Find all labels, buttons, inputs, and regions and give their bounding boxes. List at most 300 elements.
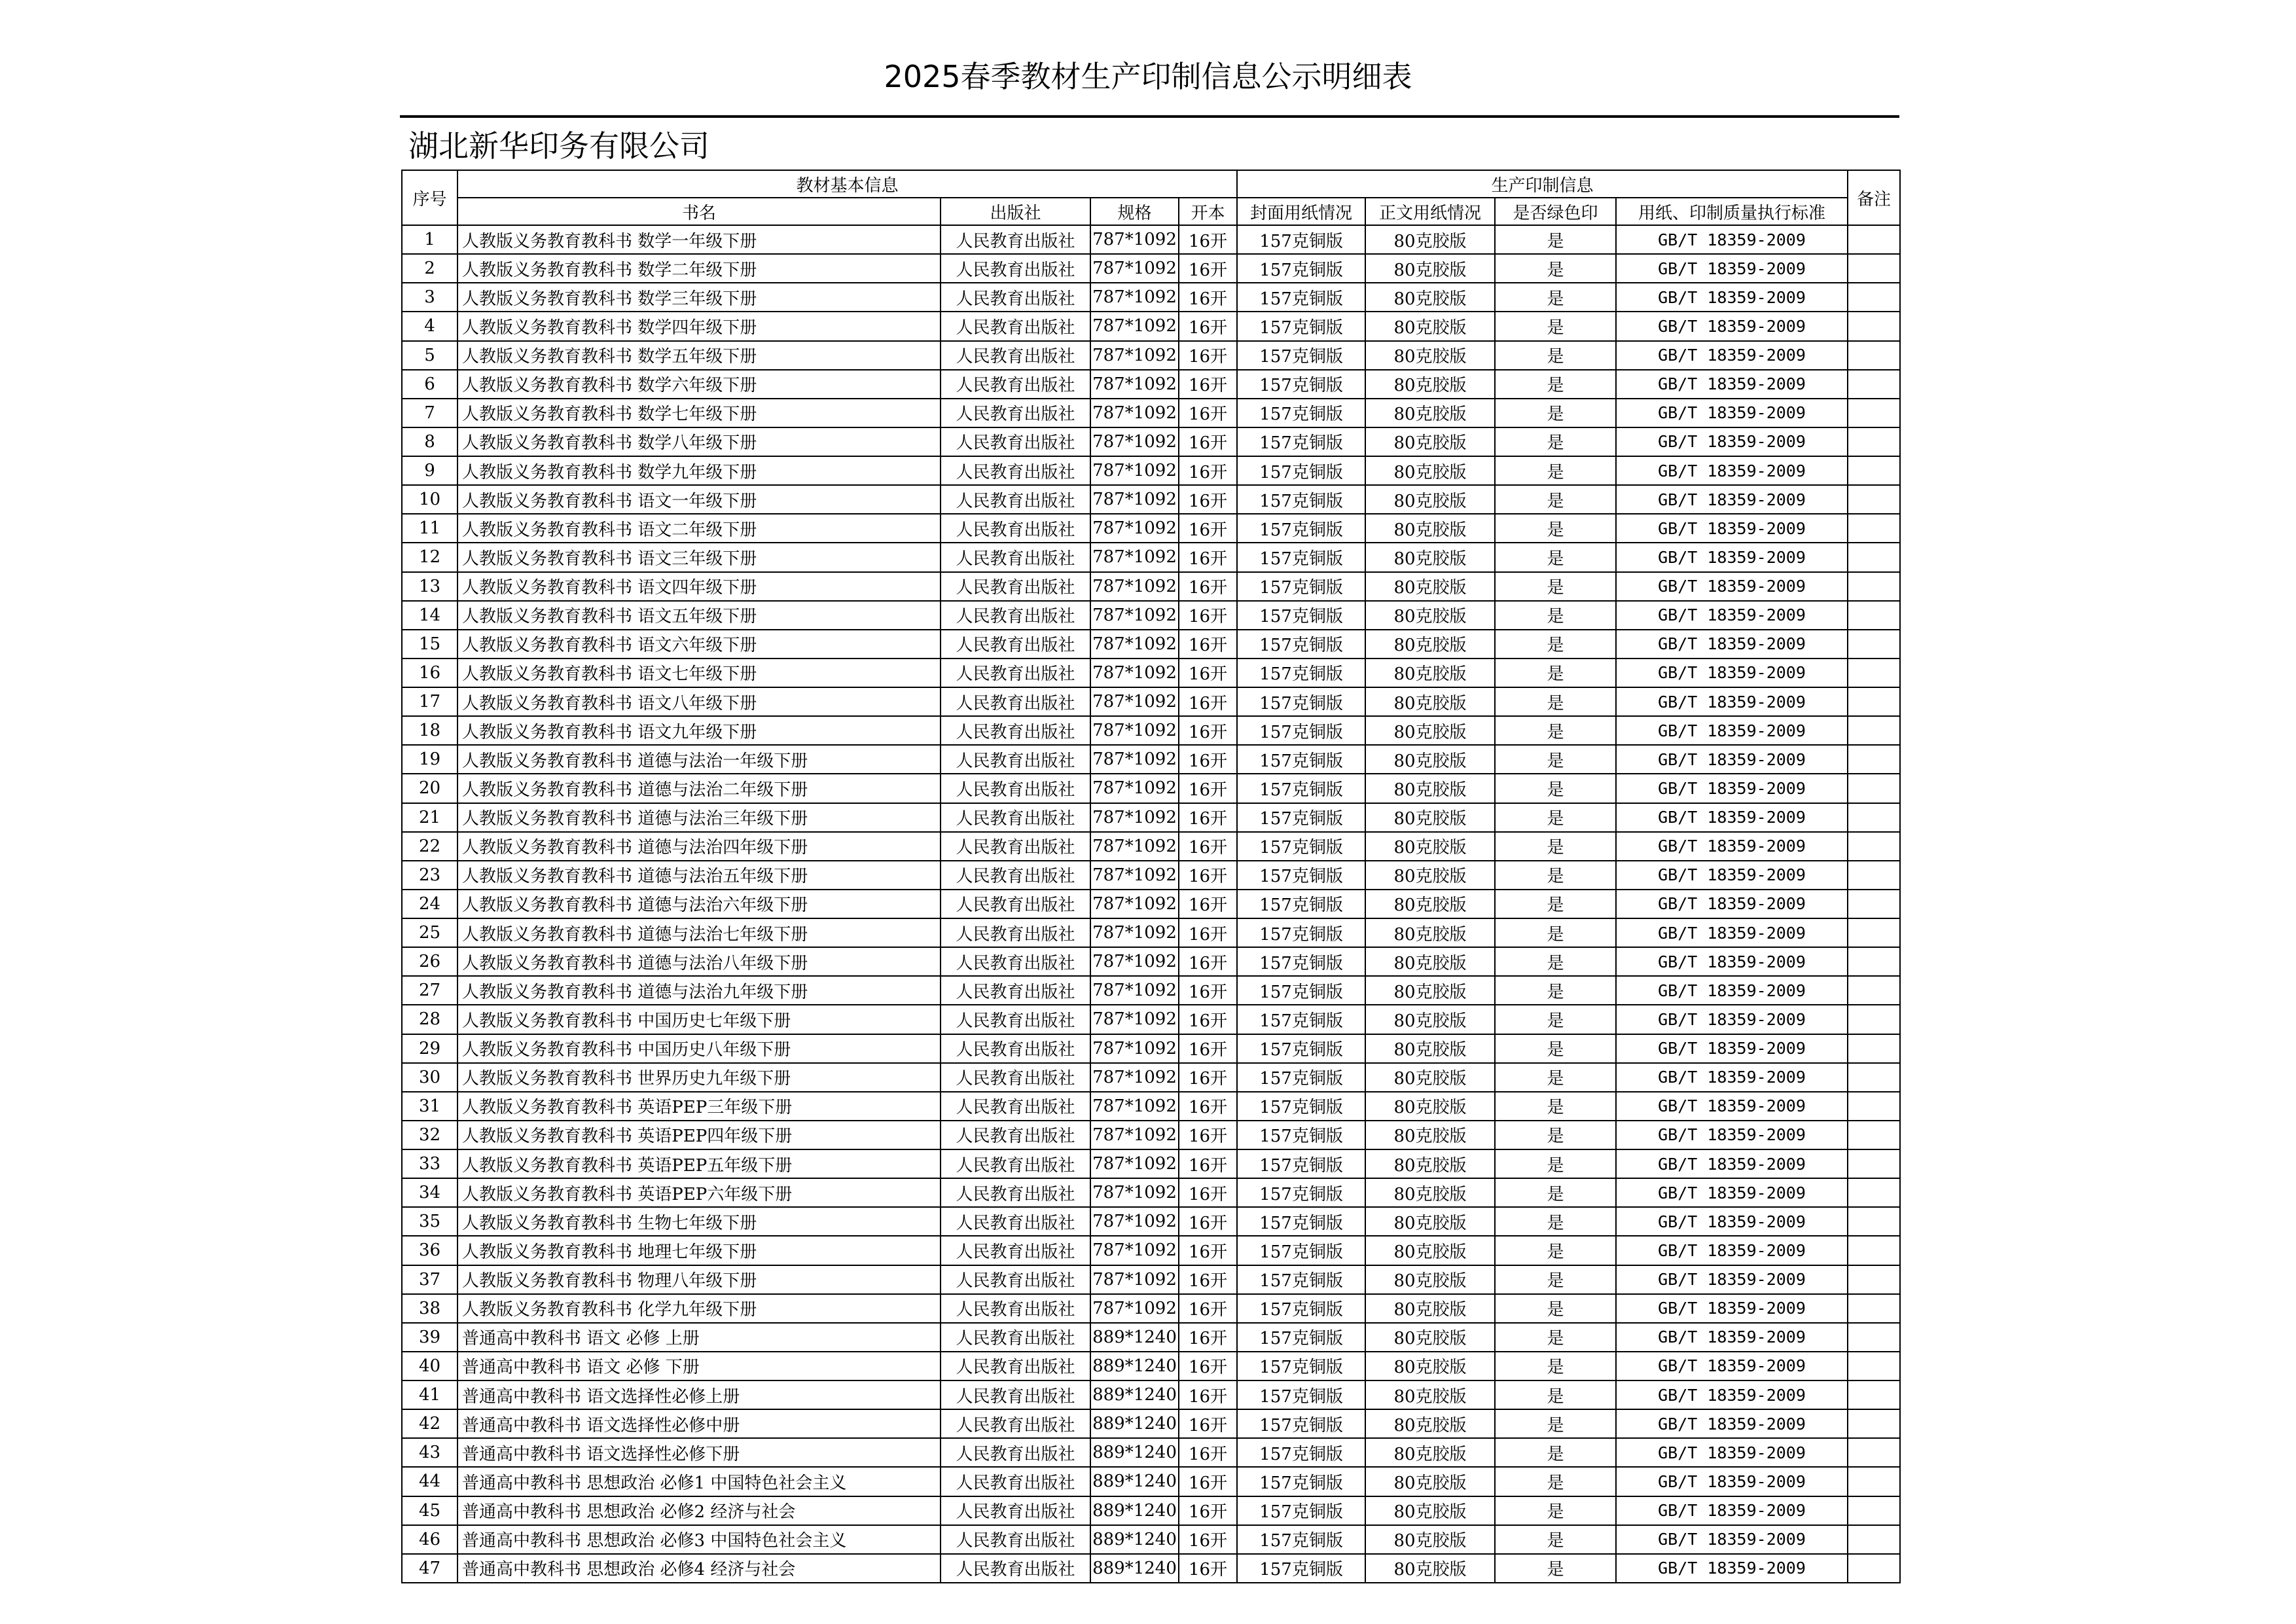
cell-spec: 889*1240 bbox=[1090, 1525, 1179, 1554]
cell-spec: 889*1240 bbox=[1090, 1467, 1179, 1496]
cell-book-name: 人教版义务教育教科书 世界历史九年级下册 bbox=[457, 1063, 941, 1092]
cell-publisher: 人民教育出版社 bbox=[941, 659, 1090, 687]
cell-seq: 6 bbox=[402, 370, 457, 399]
cell-publisher: 人民教育出版社 bbox=[941, 1207, 1090, 1236]
cell-book-name: 人教版义务教育教科书 英语PEP四年级下册 bbox=[457, 1121, 941, 1149]
cell-publisher: 人民教育出版社 bbox=[941, 312, 1090, 340]
cell-spec: 787*1092 bbox=[1090, 774, 1179, 803]
table-row bbox=[402, 254, 1900, 283]
cell-standard: GB/T 18359-2009 bbox=[1616, 687, 1848, 716]
cell-spec: 787*1092 bbox=[1090, 1265, 1179, 1294]
cell-green-print: 是 bbox=[1495, 1496, 1616, 1525]
cell-format: 16开 bbox=[1179, 1554, 1237, 1583]
cell-format: 16开 bbox=[1179, 630, 1237, 659]
cell-book-name: 人教版义务教育教科书 化学九年级下册 bbox=[457, 1294, 941, 1323]
cell-spec: 787*1092 bbox=[1090, 456, 1179, 485]
cell-body-paper: 80克胶版 bbox=[1365, 1409, 1495, 1438]
cell-spec: 787*1092 bbox=[1090, 716, 1179, 745]
cell-seq: 20 bbox=[402, 774, 457, 803]
cell-remark bbox=[1848, 1121, 1900, 1149]
cell-green-print: 是 bbox=[1495, 832, 1616, 861]
cell-cover-paper: 157克铜版 bbox=[1237, 1525, 1365, 1554]
cell-publisher: 人民教育出版社 bbox=[941, 1121, 1090, 1149]
cell-format: 16开 bbox=[1179, 601, 1237, 630]
cell-standard: GB/T 18359-2009 bbox=[1616, 1294, 1848, 1323]
cell-book-name: 普通高中教科书 语文选择性必修上册 bbox=[457, 1380, 941, 1409]
cell-cover-paper: 157克铜版 bbox=[1237, 254, 1365, 283]
table-row bbox=[402, 803, 1900, 832]
cell-publisher: 人民教育出版社 bbox=[941, 370, 1090, 399]
cell-seq: 1 bbox=[402, 225, 457, 254]
cell-green-print: 是 bbox=[1495, 427, 1616, 456]
cell-publisher: 人民教育出版社 bbox=[941, 225, 1090, 254]
cell-seq: 23 bbox=[402, 861, 457, 890]
header-cover-paper: 封面用纸情况 bbox=[1237, 198, 1365, 225]
cell-format: 16开 bbox=[1179, 890, 1237, 918]
cell-green-print: 是 bbox=[1495, 601, 1616, 630]
cell-standard: GB/T 18359-2009 bbox=[1616, 1034, 1848, 1063]
cell-body-paper: 80克胶版 bbox=[1365, 312, 1495, 340]
cell-seq: 44 bbox=[402, 1467, 457, 1496]
cell-spec: 787*1092 bbox=[1090, 543, 1179, 571]
cell-seq: 40 bbox=[402, 1352, 457, 1380]
cell-standard: GB/T 18359-2009 bbox=[1616, 890, 1848, 918]
cell-book-name: 普通高中教科书 语文选择性必修中册 bbox=[457, 1409, 941, 1438]
cell-body-paper: 80克胶版 bbox=[1365, 543, 1495, 571]
cell-spec: 787*1092 bbox=[1090, 1121, 1179, 1149]
cell-remark bbox=[1848, 1034, 1900, 1063]
table-row bbox=[402, 341, 1900, 370]
cell-seq: 22 bbox=[402, 832, 457, 861]
cell-publisher: 人民教育出版社 bbox=[941, 1496, 1090, 1525]
cell-format: 16开 bbox=[1179, 716, 1237, 745]
cell-green-print: 是 bbox=[1495, 716, 1616, 745]
cell-green-print: 是 bbox=[1495, 1063, 1616, 1092]
cell-seq: 24 bbox=[402, 890, 457, 918]
cell-book-name: 人教版义务教育教科书 英语PEP五年级下册 bbox=[457, 1149, 941, 1178]
cell-body-paper: 80克胶版 bbox=[1365, 601, 1495, 630]
cell-format: 16开 bbox=[1179, 1525, 1237, 1554]
cell-green-print: 是 bbox=[1495, 1438, 1616, 1467]
cell-format: 16开 bbox=[1179, 1496, 1237, 1525]
cell-publisher: 人民教育出版社 bbox=[941, 283, 1090, 312]
cell-green-print: 是 bbox=[1495, 1409, 1616, 1438]
cell-seq: 37 bbox=[402, 1265, 457, 1294]
cell-publisher: 人民教育出版社 bbox=[941, 918, 1090, 947]
textbook-print-table bbox=[401, 170, 1901, 1583]
cell-publisher: 人民教育出版社 bbox=[941, 774, 1090, 803]
cell-book-name: 人教版义务教育教科书 中国历史七年级下册 bbox=[457, 1005, 941, 1034]
cell-cover-paper: 157克铜版 bbox=[1237, 1467, 1365, 1496]
cell-remark bbox=[1848, 1525, 1900, 1554]
cell-seq: 7 bbox=[402, 399, 457, 427]
cell-body-paper: 80克胶版 bbox=[1365, 947, 1495, 976]
cell-remark bbox=[1848, 832, 1900, 861]
cell-body-paper: 80克胶版 bbox=[1365, 514, 1495, 543]
cell-book-name: 人教版义务教育教科书 数学一年级下册 bbox=[457, 225, 941, 254]
cell-cover-paper: 157克铜版 bbox=[1237, 832, 1365, 861]
cell-book-name: 人教版义务教育教科书 中国历史八年级下册 bbox=[457, 1034, 941, 1063]
table-row bbox=[402, 225, 1900, 254]
cell-green-print: 是 bbox=[1495, 225, 1616, 254]
cell-body-paper: 80克胶版 bbox=[1365, 687, 1495, 716]
cell-standard: GB/T 18359-2009 bbox=[1616, 514, 1848, 543]
cell-cover-paper: 157克铜版 bbox=[1237, 1149, 1365, 1178]
cell-remark bbox=[1848, 1178, 1900, 1207]
table-row bbox=[402, 485, 1900, 514]
cell-format: 16开 bbox=[1179, 1467, 1237, 1496]
cell-publisher: 人民教育出版社 bbox=[941, 1034, 1090, 1063]
table-row bbox=[402, 1294, 1900, 1323]
table-row bbox=[402, 976, 1900, 1005]
table-row bbox=[402, 1496, 1900, 1525]
cell-green-print: 是 bbox=[1495, 976, 1616, 1005]
cell-standard: GB/T 18359-2009 bbox=[1616, 1063, 1848, 1092]
cell-body-paper: 80克胶版 bbox=[1365, 1380, 1495, 1409]
table-body bbox=[402, 225, 1900, 1583]
cell-green-print: 是 bbox=[1495, 1005, 1616, 1034]
cell-book-name: 人教版义务教育教科书 数学六年级下册 bbox=[457, 370, 941, 399]
cell-book-name: 人教版义务教育教科书 数学八年级下册 bbox=[457, 427, 941, 456]
table-row bbox=[402, 312, 1900, 340]
cell-format: 16开 bbox=[1179, 370, 1237, 399]
cell-remark bbox=[1848, 427, 1900, 456]
cell-standard: GB/T 18359-2009 bbox=[1616, 1092, 1848, 1121]
cell-format: 16开 bbox=[1179, 1294, 1237, 1323]
table-row bbox=[402, 283, 1900, 312]
cell-remark bbox=[1848, 601, 1900, 630]
cell-spec: 787*1092 bbox=[1090, 485, 1179, 514]
cell-remark bbox=[1848, 1467, 1900, 1496]
table-row bbox=[402, 601, 1900, 630]
cell-publisher: 人民教育出版社 bbox=[941, 1380, 1090, 1409]
cell-body-paper: 80克胶版 bbox=[1365, 225, 1495, 254]
cell-book-name: 人教版义务教育教科书 数学四年级下册 bbox=[457, 312, 941, 340]
cell-book-name: 普通高中教科书 思想政治 必修1 中国特色社会主义 bbox=[457, 1467, 941, 1496]
cell-cover-paper: 157克铜版 bbox=[1237, 976, 1365, 1005]
cell-standard: GB/T 18359-2009 bbox=[1616, 1352, 1848, 1380]
table-row bbox=[402, 1525, 1900, 1554]
cell-cover-paper: 157克铜版 bbox=[1237, 283, 1365, 312]
cell-remark bbox=[1848, 1236, 1900, 1265]
cell-remark bbox=[1848, 1294, 1900, 1323]
cell-cover-paper: 157克铜版 bbox=[1237, 1352, 1365, 1380]
cell-spec: 787*1092 bbox=[1090, 659, 1179, 687]
cell-format: 16开 bbox=[1179, 572, 1237, 601]
table-row bbox=[402, 1034, 1900, 1063]
cell-seq: 35 bbox=[402, 1207, 457, 1236]
table-row bbox=[402, 630, 1900, 659]
cell-book-name: 人教版义务教育教科书 语文九年级下册 bbox=[457, 716, 941, 745]
cell-cover-paper: 157克铜版 bbox=[1237, 1438, 1365, 1467]
cell-spec: 787*1092 bbox=[1090, 399, 1179, 427]
cell-standard: GB/T 18359-2009 bbox=[1616, 312, 1848, 340]
cell-cover-paper: 157克铜版 bbox=[1237, 918, 1365, 947]
cell-standard: GB/T 18359-2009 bbox=[1616, 399, 1848, 427]
cell-publisher: 人民教育出版社 bbox=[941, 630, 1090, 659]
cell-green-print: 是 bbox=[1495, 1467, 1616, 1496]
cell-body-paper: 80克胶版 bbox=[1365, 1178, 1495, 1207]
cell-publisher: 人民教育出版社 bbox=[941, 1409, 1090, 1438]
cell-body-paper: 80克胶版 bbox=[1365, 341, 1495, 370]
cell-seq: 12 bbox=[402, 543, 457, 571]
cell-remark bbox=[1848, 745, 1900, 774]
cell-body-paper: 80克胶版 bbox=[1365, 861, 1495, 890]
cell-spec: 787*1092 bbox=[1090, 1092, 1179, 1121]
cell-cover-paper: 157克铜版 bbox=[1237, 1121, 1365, 1149]
cell-format: 16开 bbox=[1179, 947, 1237, 976]
cell-standard: GB/T 18359-2009 bbox=[1616, 427, 1848, 456]
cell-publisher: 人民教育出版社 bbox=[941, 1294, 1090, 1323]
cell-standard: GB/T 18359-2009 bbox=[1616, 1409, 1848, 1438]
table-row bbox=[402, 399, 1900, 427]
cell-green-print: 是 bbox=[1495, 947, 1616, 976]
cell-spec: 787*1092 bbox=[1090, 341, 1179, 370]
cell-body-paper: 80克胶版 bbox=[1365, 456, 1495, 485]
cell-body-paper: 80克胶版 bbox=[1365, 1265, 1495, 1294]
cell-remark bbox=[1848, 254, 1900, 283]
cell-green-print: 是 bbox=[1495, 1121, 1616, 1149]
cell-body-paper: 80克胶版 bbox=[1365, 745, 1495, 774]
cell-body-paper: 80克胶版 bbox=[1365, 370, 1495, 399]
cell-publisher: 人民教育出版社 bbox=[941, 716, 1090, 745]
cell-book-name: 人教版义务教育教科书 语文二年级下册 bbox=[457, 514, 941, 543]
cell-standard: GB/T 18359-2009 bbox=[1616, 976, 1848, 1005]
cell-spec: 787*1092 bbox=[1090, 947, 1179, 976]
cell-format: 16开 bbox=[1179, 976, 1237, 1005]
cell-body-paper: 80克胶版 bbox=[1365, 427, 1495, 456]
cell-seq: 19 bbox=[402, 745, 457, 774]
cell-spec: 889*1240 bbox=[1090, 1323, 1179, 1352]
cell-seq: 46 bbox=[402, 1525, 457, 1554]
cell-standard: GB/T 18359-2009 bbox=[1616, 803, 1848, 832]
cell-publisher: 人民教育出版社 bbox=[941, 890, 1090, 918]
table-row bbox=[402, 1207, 1900, 1236]
cell-spec: 787*1092 bbox=[1090, 601, 1179, 630]
cell-seq: 39 bbox=[402, 1323, 457, 1352]
cell-spec: 787*1092 bbox=[1090, 687, 1179, 716]
cell-seq: 11 bbox=[402, 514, 457, 543]
cell-cover-paper: 157克铜版 bbox=[1237, 399, 1365, 427]
cell-book-name: 人教版义务教育教科书 数学五年级下册 bbox=[457, 341, 941, 370]
cell-green-print: 是 bbox=[1495, 1092, 1616, 1121]
cell-format: 16开 bbox=[1179, 514, 1237, 543]
cell-spec: 787*1092 bbox=[1090, 745, 1179, 774]
cell-green-print: 是 bbox=[1495, 254, 1616, 283]
cell-book-name: 人教版义务教育教科书 语文八年级下册 bbox=[457, 687, 941, 716]
header-seq: 序号 bbox=[402, 170, 457, 225]
cell-cover-paper: 157克铜版 bbox=[1237, 716, 1365, 745]
cell-cover-paper: 157克铜版 bbox=[1237, 225, 1365, 254]
cell-standard: GB/T 18359-2009 bbox=[1616, 1496, 1848, 1525]
cell-seq: 10 bbox=[402, 485, 457, 514]
cell-standard: GB/T 18359-2009 bbox=[1616, 659, 1848, 687]
cell-green-print: 是 bbox=[1495, 1178, 1616, 1207]
cell-standard: GB/T 18359-2009 bbox=[1616, 774, 1848, 803]
cell-cover-paper: 157克铜版 bbox=[1237, 1207, 1365, 1236]
cell-spec: 787*1092 bbox=[1090, 630, 1179, 659]
cell-standard: GB/T 18359-2009 bbox=[1616, 630, 1848, 659]
cell-seq: 33 bbox=[402, 1149, 457, 1178]
cell-cover-paper: 157克铜版 bbox=[1237, 1005, 1365, 1034]
cell-standard: GB/T 18359-2009 bbox=[1616, 341, 1848, 370]
cell-seq: 4 bbox=[402, 312, 457, 340]
cell-green-print: 是 bbox=[1495, 1149, 1616, 1178]
cell-standard: GB/T 18359-2009 bbox=[1616, 1121, 1848, 1149]
cell-book-name: 普通高中教科书 语文 必修 上册 bbox=[457, 1323, 941, 1352]
cell-body-paper: 80克胶版 bbox=[1365, 1525, 1495, 1554]
cell-body-paper: 80克胶版 bbox=[1365, 1438, 1495, 1467]
cell-body-paper: 80克胶版 bbox=[1365, 832, 1495, 861]
cell-standard: GB/T 18359-2009 bbox=[1616, 832, 1848, 861]
table-row bbox=[402, 543, 1900, 571]
cell-standard: GB/T 18359-2009 bbox=[1616, 572, 1848, 601]
cell-spec: 889*1240 bbox=[1090, 1554, 1179, 1583]
cell-format: 16开 bbox=[1179, 1409, 1237, 1438]
cell-spec: 787*1092 bbox=[1090, 370, 1179, 399]
cell-cover-paper: 157克铜版 bbox=[1237, 514, 1365, 543]
table-row bbox=[402, 1236, 1900, 1265]
cell-format: 16开 bbox=[1179, 1323, 1237, 1352]
cell-body-paper: 80克胶版 bbox=[1365, 1554, 1495, 1583]
cell-body-paper: 80克胶版 bbox=[1365, 1496, 1495, 1525]
cell-publisher: 人民教育出版社 bbox=[941, 1323, 1090, 1352]
cell-green-print: 是 bbox=[1495, 803, 1616, 832]
cell-remark bbox=[1848, 1554, 1900, 1583]
cell-cover-paper: 157克铜版 bbox=[1237, 861, 1365, 890]
cell-body-paper: 80克胶版 bbox=[1365, 572, 1495, 601]
cell-body-paper: 80克胶版 bbox=[1365, 1236, 1495, 1265]
table-row bbox=[402, 370, 1900, 399]
cell-format: 16开 bbox=[1179, 1265, 1237, 1294]
cell-remark bbox=[1848, 1496, 1900, 1525]
table-row bbox=[402, 832, 1900, 861]
cell-spec: 889*1240 bbox=[1090, 1380, 1179, 1409]
cell-green-print: 是 bbox=[1495, 543, 1616, 571]
cell-cover-paper: 157克铜版 bbox=[1237, 1409, 1365, 1438]
cell-seq: 41 bbox=[402, 1380, 457, 1409]
cell-body-paper: 80克胶版 bbox=[1365, 1149, 1495, 1178]
table-row bbox=[402, 1265, 1900, 1294]
header-green-print: 是否绿色印 bbox=[1495, 198, 1616, 225]
cell-book-name: 人教版义务教育教科书 数学七年级下册 bbox=[457, 399, 941, 427]
header-group-basic: 教材基本信息 bbox=[457, 170, 1237, 198]
cell-book-name: 普通高中教科书 语文 必修 下册 bbox=[457, 1352, 941, 1380]
cell-spec: 787*1092 bbox=[1090, 1034, 1179, 1063]
cell-body-paper: 80克胶版 bbox=[1365, 1467, 1495, 1496]
cell-seq: 47 bbox=[402, 1554, 457, 1583]
cell-body-paper: 80克胶版 bbox=[1365, 254, 1495, 283]
table-row bbox=[402, 1121, 1900, 1149]
cell-format: 16开 bbox=[1179, 485, 1237, 514]
cell-seq: 21 bbox=[402, 803, 457, 832]
cell-format: 16开 bbox=[1179, 861, 1237, 890]
cell-remark bbox=[1848, 312, 1900, 340]
cell-format: 16开 bbox=[1179, 1380, 1237, 1409]
cell-body-paper: 80克胶版 bbox=[1365, 283, 1495, 312]
cell-standard: GB/T 18359-2009 bbox=[1616, 861, 1848, 890]
cell-body-paper: 80克胶版 bbox=[1365, 1034, 1495, 1063]
table-row bbox=[402, 1467, 1900, 1496]
cell-green-print: 是 bbox=[1495, 1207, 1616, 1236]
cell-standard: GB/T 18359-2009 bbox=[1616, 947, 1848, 976]
cell-book-name: 普通高中教科书 语文选择性必修下册 bbox=[457, 1438, 941, 1467]
table-row bbox=[402, 1178, 1900, 1207]
cell-remark bbox=[1848, 1063, 1900, 1092]
cell-cover-paper: 157克铜版 bbox=[1237, 341, 1365, 370]
cell-seq: 29 bbox=[402, 1034, 457, 1063]
cell-cover-paper: 157克铜版 bbox=[1237, 456, 1365, 485]
cell-body-paper: 80克胶版 bbox=[1365, 1207, 1495, 1236]
cell-format: 16开 bbox=[1179, 1092, 1237, 1121]
cell-green-print: 是 bbox=[1495, 745, 1616, 774]
cell-publisher: 人民教育出版社 bbox=[941, 687, 1090, 716]
cell-standard: GB/T 18359-2009 bbox=[1616, 1438, 1848, 1467]
cell-book-name: 人教版义务教育教科书 道德与法治四年级下册 bbox=[457, 832, 941, 861]
cell-cover-paper: 157克铜版 bbox=[1237, 630, 1365, 659]
cell-cover-paper: 157克铜版 bbox=[1237, 659, 1365, 687]
cell-green-print: 是 bbox=[1495, 1236, 1616, 1265]
cell-cover-paper: 157克铜版 bbox=[1237, 890, 1365, 918]
cell-standard: GB/T 18359-2009 bbox=[1616, 1323, 1848, 1352]
cell-seq: 28 bbox=[402, 1005, 457, 1034]
cell-seq: 17 bbox=[402, 687, 457, 716]
cell-publisher: 人民教育出版社 bbox=[941, 1178, 1090, 1207]
cell-format: 16开 bbox=[1179, 456, 1237, 485]
cell-standard: GB/T 18359-2009 bbox=[1616, 1525, 1848, 1554]
cell-seq: 13 bbox=[402, 572, 457, 601]
cell-green-print: 是 bbox=[1495, 312, 1616, 340]
cell-cover-paper: 157克铜版 bbox=[1237, 1092, 1365, 1121]
cell-publisher: 人民教育出版社 bbox=[941, 399, 1090, 427]
cell-remark bbox=[1848, 716, 1900, 745]
cell-standard: GB/T 18359-2009 bbox=[1616, 543, 1848, 571]
cell-book-name: 人教版义务教育教科书 数学二年级下册 bbox=[457, 254, 941, 283]
cell-standard: GB/T 18359-2009 bbox=[1616, 254, 1848, 283]
table-row bbox=[402, 1005, 1900, 1034]
cell-cover-paper: 157克铜版 bbox=[1237, 543, 1365, 571]
cell-green-print: 是 bbox=[1495, 774, 1616, 803]
cell-body-paper: 80克胶版 bbox=[1365, 399, 1495, 427]
cell-book-name: 人教版义务教育教科书 地理七年级下册 bbox=[457, 1236, 941, 1265]
table-row bbox=[402, 514, 1900, 543]
cell-remark bbox=[1848, 630, 1900, 659]
page-title: 2025春季教材生产印制信息公示明细表 bbox=[884, 59, 1412, 94]
cell-body-paper: 80克胶版 bbox=[1365, 890, 1495, 918]
cell-spec: 787*1092 bbox=[1090, 1063, 1179, 1092]
cell-format: 16开 bbox=[1179, 399, 1237, 427]
cell-body-paper: 80克胶版 bbox=[1365, 716, 1495, 745]
cell-format: 16开 bbox=[1179, 312, 1237, 340]
cell-remark bbox=[1848, 543, 1900, 571]
cell-cover-paper: 157克铜版 bbox=[1237, 745, 1365, 774]
cell-spec: 787*1092 bbox=[1090, 572, 1179, 601]
cell-seq: 38 bbox=[402, 1294, 457, 1323]
cell-green-print: 是 bbox=[1495, 1352, 1616, 1380]
header-book-name: 书名 bbox=[457, 198, 941, 225]
cell-publisher: 人民教育出版社 bbox=[941, 254, 1090, 283]
cell-publisher: 人民教育出版社 bbox=[941, 1092, 1090, 1121]
header-spec: 规格 bbox=[1090, 198, 1179, 225]
cell-format: 16开 bbox=[1179, 1352, 1237, 1380]
cell-remark bbox=[1848, 225, 1900, 254]
cell-body-paper: 80克胶版 bbox=[1365, 485, 1495, 514]
cell-book-name: 人教版义务教育教科书 英语PEP三年级下册 bbox=[457, 1092, 941, 1121]
cell-seq: 27 bbox=[402, 976, 457, 1005]
cell-format: 16开 bbox=[1179, 225, 1237, 254]
cell-format: 16开 bbox=[1179, 543, 1237, 571]
cell-green-print: 是 bbox=[1495, 918, 1616, 947]
